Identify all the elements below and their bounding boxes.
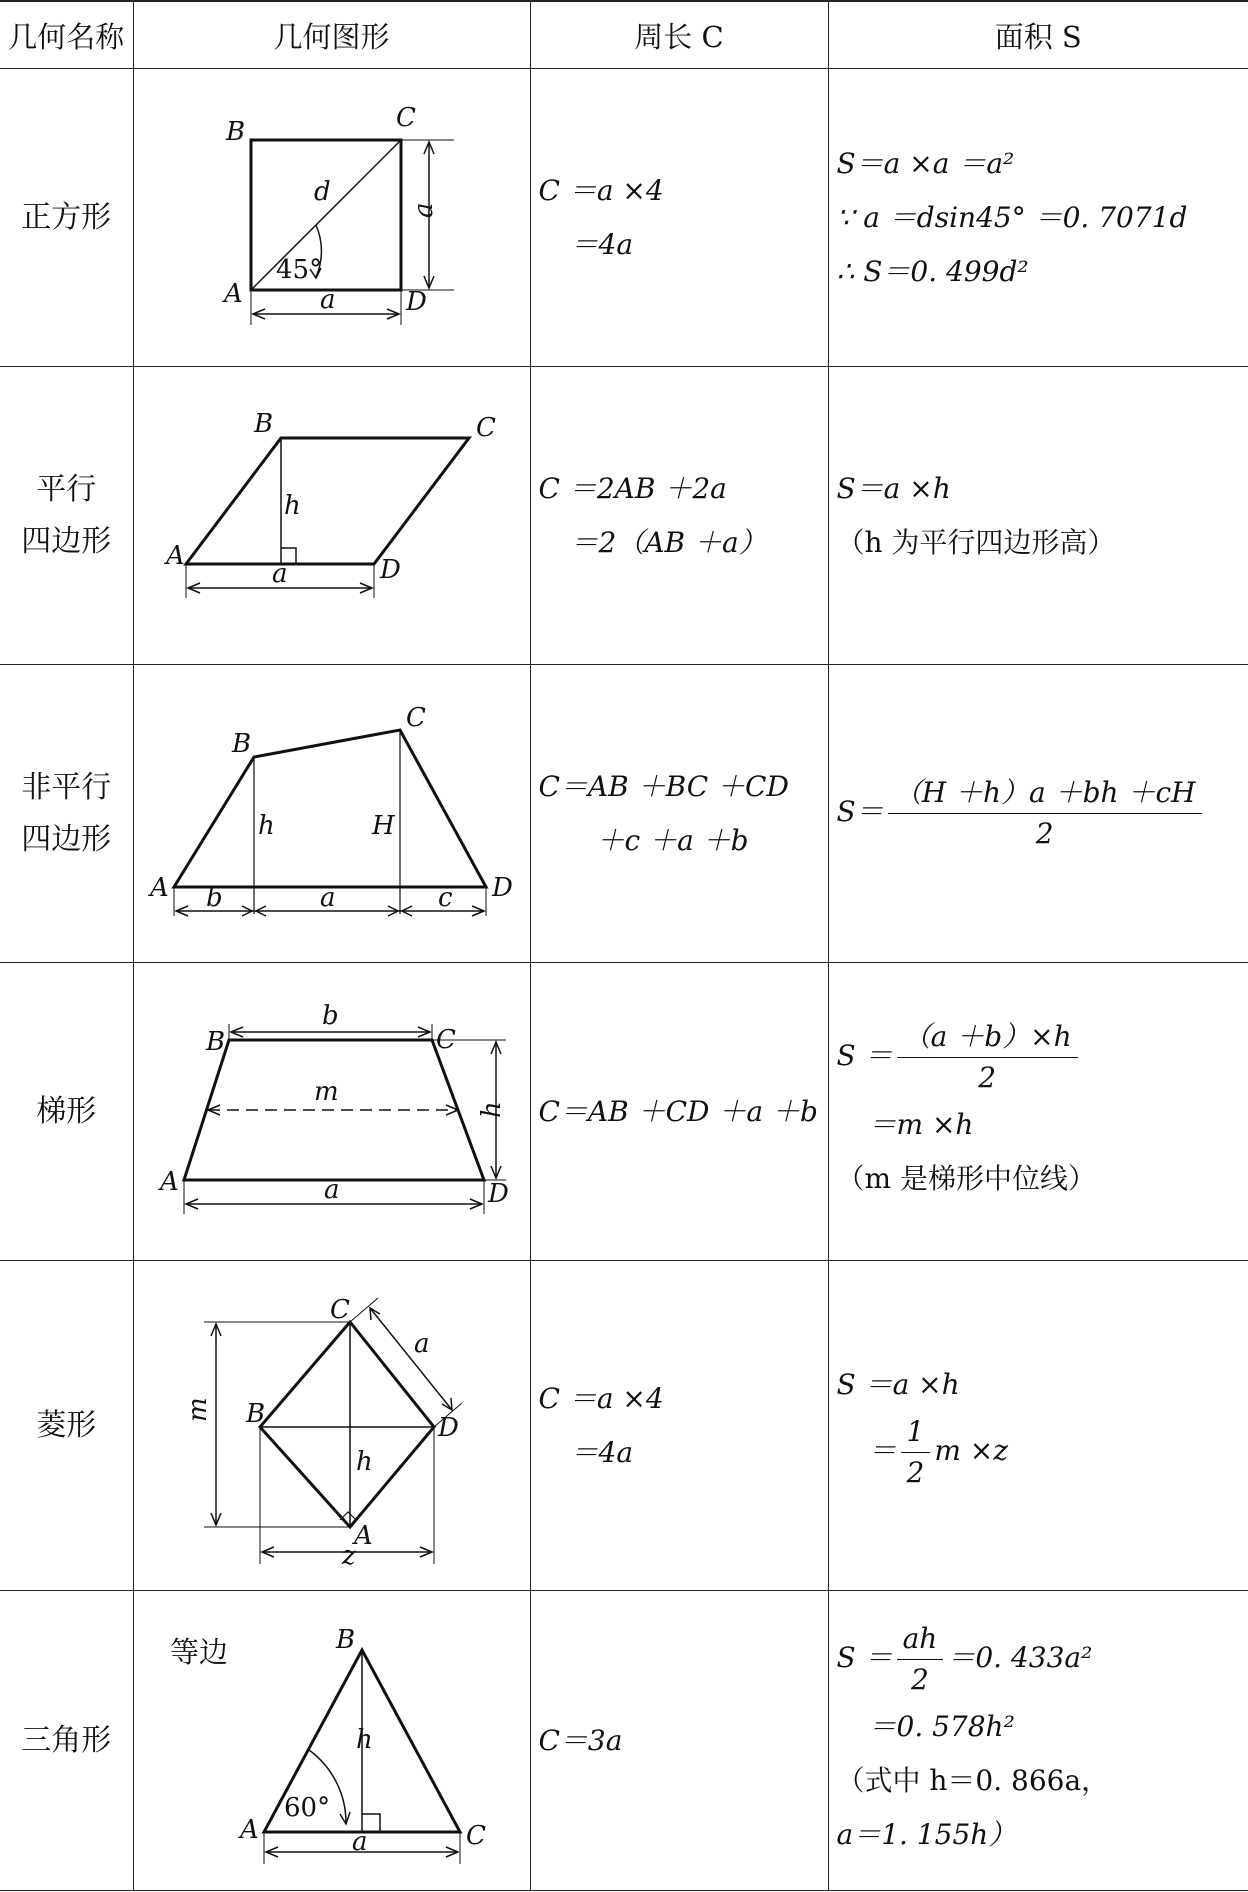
label-A: A <box>239 1814 259 1845</box>
label-D: D <box>405 286 427 317</box>
fraction: $\frac{1}{2}$ <box>901 1412 931 1493</box>
area-formula: S＝a ×a ＝a² ∵ a ＝dsin45° ＝0. 7071d ∴ S＝0. 499d² <box>828 69 1248 367</box>
shape-name: 正方形 <box>0 69 133 367</box>
label-a: a <box>271 558 288 589</box>
label-C: C <box>435 1024 456 1055</box>
label-h: h <box>355 1446 373 1477</box>
label-A: A <box>159 1166 179 1197</box>
shape-figure <box>133 367 530 665</box>
table-row <box>0 665 1248 963</box>
label-a: a <box>351 1826 368 1857</box>
square-figure <box>134 70 531 366</box>
label-C: C <box>329 1294 350 1325</box>
header-perimeter: 周长 C <box>530 1 828 69</box>
table-row <box>0 1591 1248 1891</box>
trapezoid-figure <box>134 964 531 1260</box>
header-row <box>0 1 1248 69</box>
label-B: B <box>205 1026 225 1057</box>
height-line <box>350 1427 434 1527</box>
label-B: B <box>335 1624 355 1655</box>
shape-figure <box>133 665 530 963</box>
label-A: A <box>165 540 185 571</box>
rhombus-outline <box>260 1322 434 1527</box>
perimeter-formula: C ＝a ×4 ＝4a <box>530 1261 828 1591</box>
quadrilateral-figure <box>134 666 531 962</box>
label-c: c <box>437 882 453 913</box>
area-formula: S＝ $\frac{(H +h)a +bh +cH}{2}$ <box>828 665 1248 963</box>
label-a-horizontal: a <box>319 284 336 315</box>
header-name: 几何名称 <box>0 1 133 69</box>
label-D: D <box>487 1178 509 1209</box>
perimeter-formula: C ＝a ×4 ＝4a <box>530 69 828 367</box>
area-formula: S ＝a ×h ＝ $\frac{1}{2}$ m ×z <box>828 1261 1248 1591</box>
header-area: 面积 S <box>828 1 1248 69</box>
table-row <box>0 367 1248 665</box>
shape-figure <box>133 963 530 1261</box>
label-a: a <box>319 882 336 913</box>
label-z: z <box>341 1540 356 1571</box>
label-m: m <box>182 1396 213 1422</box>
area-formula: S ＝ $\frac{ah}{2}$ ＝0. 433a² ＝0. 578h² （式中 h＝0. 866a， a＝1. 155h） <box>828 1591 1248 1891</box>
perimeter-formula: C＝AB ＋BC ＋CD ＋c ＋a ＋b <box>530 665 828 963</box>
triangle-figure <box>134 1592 531 1890</box>
quadrilateral-outline <box>174 730 486 887</box>
shape-name: 梯形 <box>0 963 133 1261</box>
label-C: C <box>405 702 426 733</box>
label-D: D <box>491 872 513 903</box>
shape-name: 平行 四边形 <box>0 367 133 665</box>
label-B: B <box>253 408 273 439</box>
label-C: C <box>395 102 416 133</box>
label-m: m <box>313 1076 339 1107</box>
label-a: a <box>413 1328 430 1359</box>
label-equilateral: 等边 <box>169 1634 228 1669</box>
header-figure: 几何图形 <box>133 1 530 69</box>
label-a: a <box>323 1174 340 1205</box>
label-b: b <box>205 882 223 913</box>
label-d: d <box>313 176 331 207</box>
label-angle: 45° <box>275 254 322 285</box>
perimeter-formula: C ＝2AB ＋2a ＝2（AB ＋a） <box>530 367 828 665</box>
label-A: A <box>353 1520 373 1551</box>
label-h: h <box>355 1724 373 1755</box>
fraction: $\frac{(a +b)\times h}{2}$ <box>897 1017 1078 1098</box>
fraction: $\frac{ah}{2}$ <box>897 1619 944 1700</box>
area-formula: S＝a ×h （h 为平行四边形高） <box>828 367 1248 665</box>
shape-name: 菱形 <box>0 1261 133 1591</box>
label-H: H <box>371 810 395 841</box>
parallelogram-figure <box>134 368 531 664</box>
label-h: h <box>476 1100 507 1118</box>
label-B: B <box>225 116 245 147</box>
shape-name: 非平行 四边形 <box>0 665 133 963</box>
table-row <box>0 69 1248 367</box>
label-D: D <box>379 554 401 585</box>
label-A: A <box>149 872 169 903</box>
perimeter-formula: C＝3a <box>530 1591 828 1891</box>
diagonal-line <box>251 140 401 290</box>
rhombus-figure <box>134 1262 531 1590</box>
table-row <box>0 1261 1248 1591</box>
label-B: B <box>245 1398 265 1429</box>
shape-figure <box>133 1591 530 1891</box>
label-B: B <box>231 728 251 759</box>
area-formula: S ＝ $\frac{(a +b)\times h}{2}$ ＝m ×h （m 是梯形中位线） <box>828 963 1248 1261</box>
shape-name: 三角形 <box>0 1591 133 1891</box>
shape-figure <box>133 69 530 367</box>
label-h: h <box>257 810 275 841</box>
label-C: C <box>475 412 496 443</box>
parallelogram-outline <box>186 438 469 564</box>
label-angle: 60° <box>283 1792 330 1823</box>
table-row <box>0 963 1248 1261</box>
label-D: D <box>437 1412 459 1443</box>
label-h: h <box>283 490 301 521</box>
label-A: A <box>223 278 243 309</box>
dimension-line <box>370 1308 452 1410</box>
shape-figure <box>133 1261 530 1591</box>
label-C: C <box>465 1820 486 1851</box>
fraction: $\frac{(H +h)a +bh +cH}{2}$ <box>888 773 1202 854</box>
label-b: b <box>321 1000 339 1031</box>
perimeter-formula: C＝AB ＋CD ＋a ＋b <box>530 963 828 1261</box>
label-a-vertical: a <box>408 201 439 218</box>
